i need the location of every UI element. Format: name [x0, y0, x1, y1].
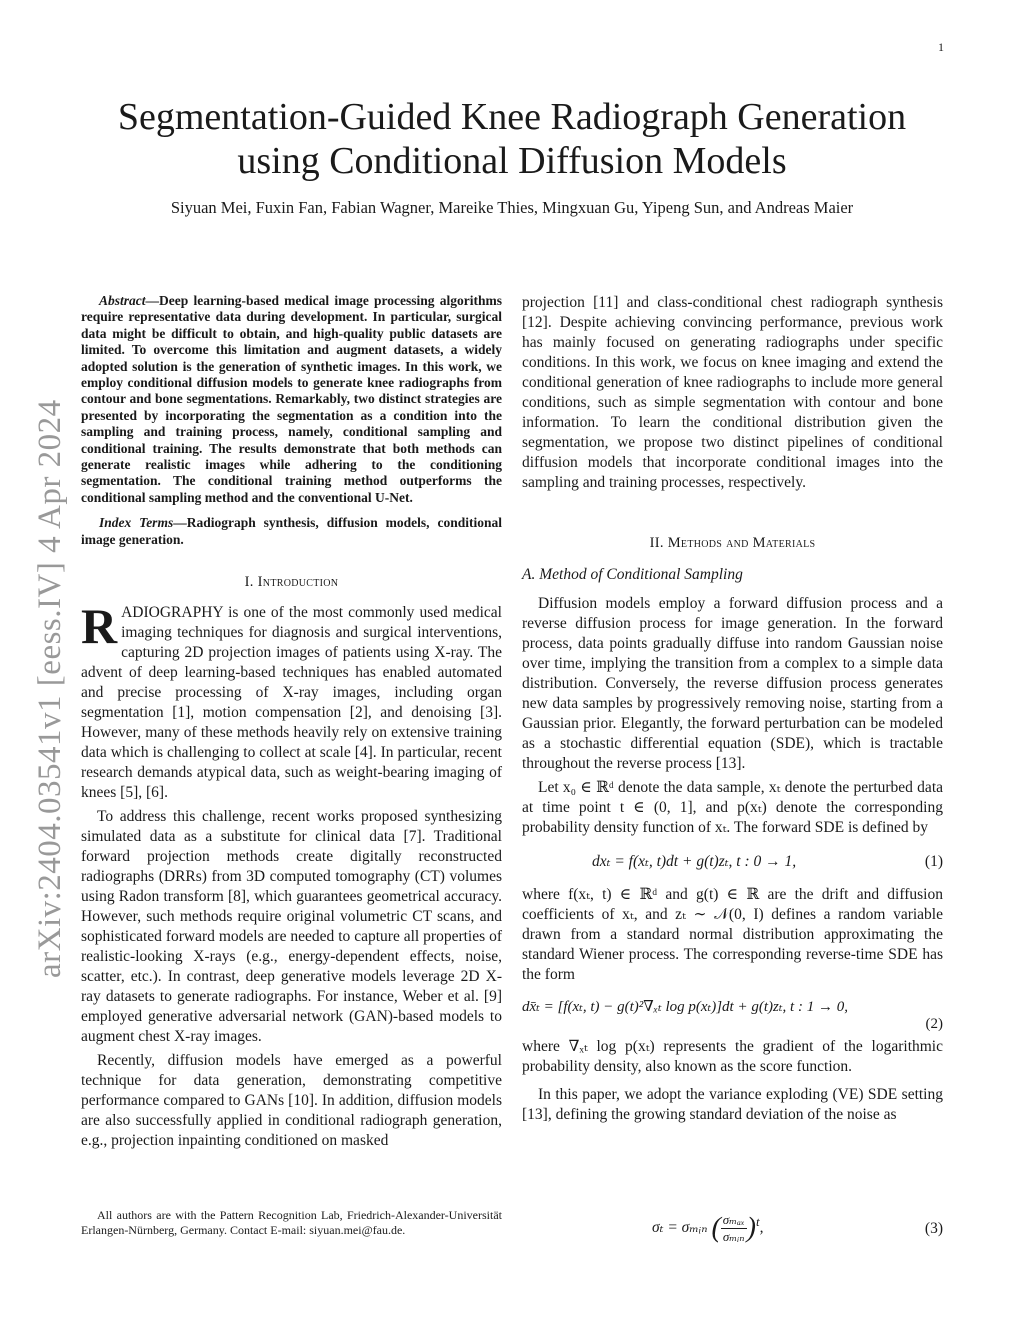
page-number: 1	[938, 40, 944, 54]
methods-paragraph-4: where ∇ₓₜ log p(xₜ) represents the gradient of the logarithmic probability density, also known as the score function.	[522, 1038, 943, 1075]
equation-3-number: (3)	[924, 1219, 943, 1237]
author-footnote: All authors are with the Pattern Recognition Lab, Friedrich-Alexander-Universität Erlangen-Nürnberg, Germany. Contact E-mail: siyuan.mei@fau.de.	[81, 1208, 502, 1237]
index-terms-label: Index Terms	[99, 515, 174, 531]
abstract-label: Abstract	[99, 293, 146, 308]
section-2-numeral: II.	[649, 535, 664, 551]
equation-1-number: (1)	[924, 852, 943, 870]
drop-cap: R	[81, 598, 118, 655]
section-heading-methods	[522, 535, 943, 552]
equation-3-numerator: σₘₐₓ	[722, 1212, 745, 1227]
methods-paragraph-1: Diffusion models employ a forward diffusion process and a reverse diffusion process for image generation. In the forward process, data points gradually diffuse into random Gaussian noise over time, implying the transition from a complex to a simple data distribution. Conversely, the reverse diffusion process generates new data samples by progressively removing noise, starting from a Gaussian prior. Elegantly, the forward perturbation can be modeled as a stochastic differential equation (SDE), which is tractable throughout the reverse process [13].	[522, 595, 943, 772]
intro-paragraph-1-text: ADIOGRAPHY is one of the most commonly used medical imaging techniques for diagnosis and surgical interventions, capturing 2D projection images of patients using X-ray. The advent of deep learning-based techniques has enabled automated and precise processing of X-ray images, including organ segmentation [1], motion compensation [2], and denoising [3]. However, many of these methods heavily rely on extensive training data which is challenging to collect at scale [4]. In particular, recent research demands atypical data, such as weight-bearing imaging of knees [5], [6].	[81, 604, 502, 802]
equation-3-body: σₜ = σₘᵢₙ ( $\frac{\text{σₘₐₓ}}{\text{σₘᵢₙ}}$ )$^t$,	[652, 1212, 764, 1244]
equation-1-body: dxₜ = f(xₜ, t)dt + g(t)zₜ, t : 0 → 1,	[592, 853, 797, 870]
section-2-title: Methods and Materials	[667, 535, 816, 551]
abstract-text: —Deep learning-based medical image processing algorithms require representative data during development. In particular, surgical data might be difficult to obtain, and high-quality public datasets are limited. To overcome this limitation and augment datasets, a widely adopted solution is the generation of synthetic images. In this work, we employ conditional diffusion models to generate knee radiographs from contour and bone segmentations. Remarkably, two distinct strategies are presented by incorporating the segmentation as a condition into the sampling and training process, namely, conditional sampling and conditional training. The results demonstrate that both methods can generate realistic images while adhering to the conditioning segmentation. The conditional training method outperforms the conditional sampling method and the conventional U-Net.	[81, 293, 502, 505]
equation-2-body: dx̄ₜ = [f(xₜ, t) − g(t)²∇ₓₜ log p(xₜ)]dt + g(t)zₜ, t : 1 → 0,	[522, 999, 848, 1015]
index-terms-text: —Radiograph synthesis, diffusion models, conditional image generation.	[81, 515, 502, 547]
title-line-2: using Conditional Diffusion Models	[237, 140, 787, 182]
methods-paragraph-2: Let x₀ ∈ ℝᵈ denote the data sample, xₜ denote the perturbed data at time point t ∈ (0, 1], and p(xₜ) denote the corresponding probability density function of xₜ. The forward SDE is defined by	[522, 779, 943, 836]
equation-3-fraction	[721, 1212, 747, 1245]
methods-paragraph-5: In this paper, we adopt the variance exploding (VE) SDE setting [13], defining the growing standard deviation of the noise as	[522, 1086, 943, 1123]
section-heading-introduction	[81, 574, 502, 591]
equation-2-number: (2)	[925, 1016, 943, 1032]
section-1-title: Introduction	[257, 574, 339, 591]
equation-3-denominator: σₘᵢₙ	[722, 1229, 745, 1244]
subsection-heading-a: A. Method of Conditional Sampling	[522, 566, 743, 583]
equation-3-lhs: σₜ = σₘᵢₙ	[652, 1219, 708, 1237]
equation-3	[522, 1212, 943, 1245]
equation-3-right-paren: )	[746, 1212, 756, 1244]
intro-paragraph-continued: projection [11] and class-conditional chest radiograph synthesis [12]. Despite achieving convincing performance, previous work has mainly focused on generating radiographs under specific conditions. In this work, we focus on knee imaging and extend the conditional generation of knee radiographs to include more general conditions, such as simple segmentation with contour and bone information. To learn the conditional distribution given the segmentation, we propose two distinct pipelines of conditional diffusion models that incorporate conditional images into the sampling and training processes, respectively.	[522, 294, 943, 491]
right-column	[522, 293, 943, 1125]
arxiv-stamp[interactable]: arXiv:2404.03541v1 [eess.IV] 4 Apr 2024	[32, 399, 68, 978]
intro-paragraph-1	[81, 598, 502, 803]
intro-paragraph-2: To address this challenge, recent works proposed synthesizing simulated data as a substitute for clinical data [7]. Traditional forward projection methods create digitally reconstructed radiographs (DRRs) from 3D computed tomography (CT) volumes using Radon transform [8], which guarantees geometrical accuracy. However, such methods require original volumetric CT scans, and sophisticated forward models are needed to capture all properties of realistic-looking X-rays (e.g., energy-dependent effects, noise, scatter, etc.). In contrast, deep generative models leverage 2D X-ray datasets to generate radiographs. For instance, Weber et al. [9] employed generative adversarial network (GAN)-based models to augment chest X-ray images.	[81, 808, 502, 1046]
paper-title	[60, 95, 964, 183]
equation-2	[522, 997, 943, 1033]
equation-3-left-paren: (	[711, 1212, 721, 1244]
author-list: Siyuan Mei, Fuxin Fan, Fabian Wagner, Mareike Thies, Mingxuan Gu, Yipeng Sun, and Andreas Maier	[170, 198, 854, 217]
index-terms	[81, 515, 502, 548]
title-line-1: Segmentation-Guided Knee Radiograph Generation	[117, 96, 907, 138]
section-1-numeral: I.	[244, 574, 254, 591]
equation-1	[522, 852, 943, 871]
abstract	[81, 293, 502, 506]
equation-3-exponent: t	[755, 1213, 760, 1229]
methods-paragraph-3: where f(xₜ, t) ∈ ℝᵈ and g(t) ∈ ℝ are the drift and diffusion coefficients of xₜ, and zₜ ∼ 𝒩(0, I) defines a random variable drawn from a standard normal distribution approximating the standard Wiener process. The corresponding reverse-time SDE has the form	[522, 886, 943, 983]
intro-paragraph-3: Recently, diffusion models have emerged as a powerful technique for data generation, demonstrating competitive performance compared to GANs [10]. In addition, diffusion models are also successfully applied in conditional radiograph generation, e.g., projection inpainting conditioned on masked	[81, 1052, 502, 1150]
left-column	[81, 293, 502, 1151]
